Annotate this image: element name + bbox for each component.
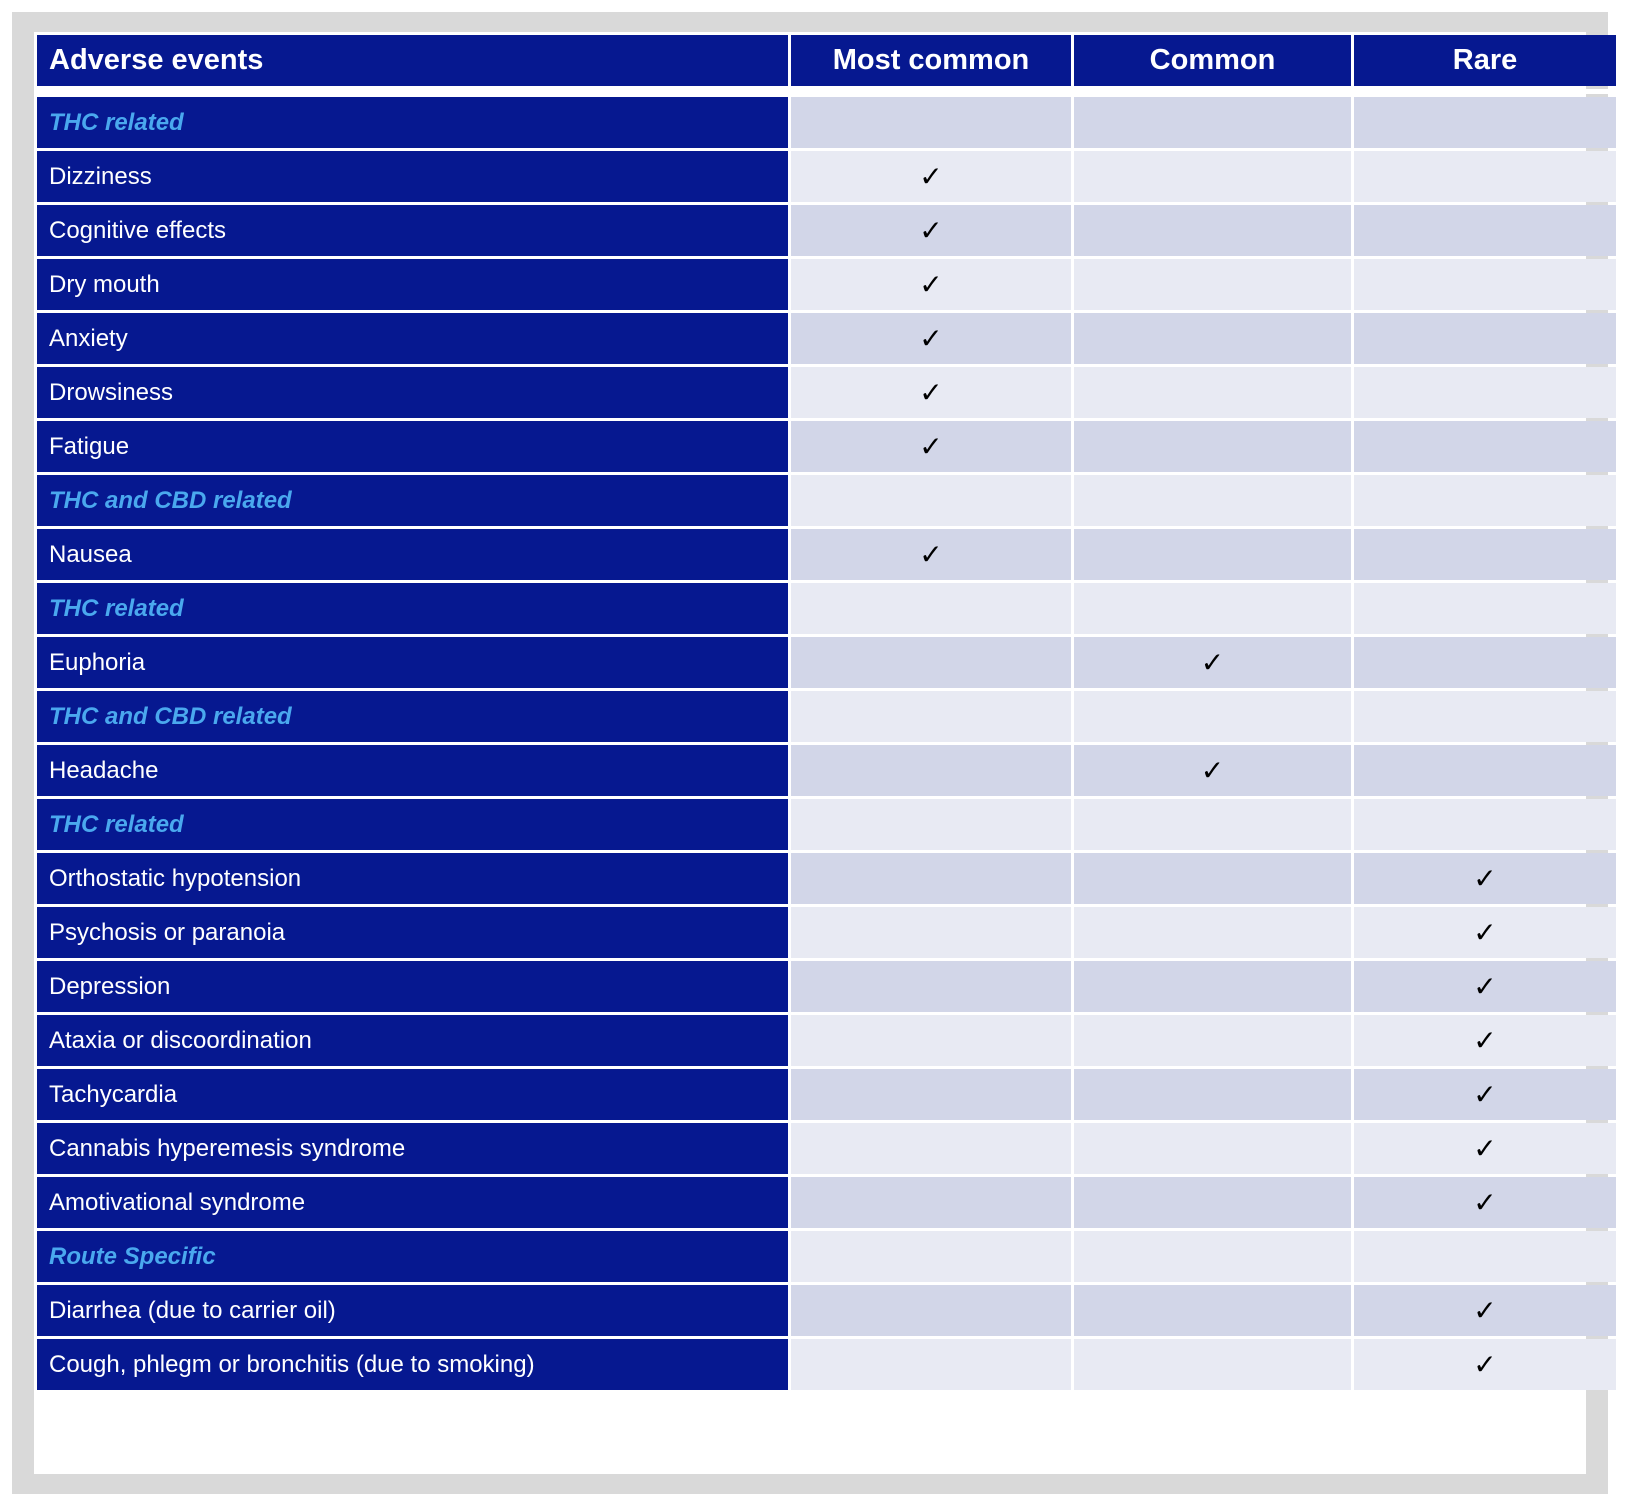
cell-common (1074, 475, 1351, 526)
table-row (37, 1015, 1616, 1066)
event-label: Headache (37, 745, 788, 796)
header-common: Common (1074, 35, 1351, 86)
cell-rare (1354, 691, 1616, 742)
cell-common (1074, 367, 1351, 418)
event-label: Fatigue (37, 421, 788, 472)
cell-common (1074, 799, 1351, 850)
cell-rare (1354, 637, 1616, 688)
event-label: Psychosis or paranoia (37, 907, 788, 958)
category-row (37, 583, 1616, 634)
cell-rare (1354, 313, 1616, 364)
event-label: Tachycardia (37, 1069, 788, 1120)
cell-most-common (791, 313, 1071, 364)
event-label: Orthostatic hypotension (37, 853, 788, 904)
cell-rare (1354, 529, 1616, 580)
cell-most-common (791, 907, 1071, 958)
table-row (37, 1177, 1616, 1228)
check-icon: ✓ (919, 376, 943, 409)
table-row (37, 367, 1616, 418)
category-label: Route Specific (37, 1231, 788, 1282)
category-row (37, 799, 1616, 850)
cell-common (1074, 151, 1351, 202)
cell-common (1074, 529, 1351, 580)
cell-most-common (791, 367, 1071, 418)
cell-rare (1354, 367, 1616, 418)
cell-rare (1354, 475, 1616, 526)
table-row (37, 205, 1616, 256)
table-row (37, 745, 1616, 796)
event-label: Depression (37, 961, 788, 1012)
cell-most-common (791, 475, 1071, 526)
cell-common (1074, 259, 1351, 310)
category-label: THC and CBD related (37, 691, 788, 742)
table-row (37, 259, 1616, 310)
cell-common (1074, 97, 1351, 148)
cell-rare (1354, 1285, 1616, 1336)
cell-most-common (791, 1231, 1071, 1282)
table-row (37, 529, 1616, 580)
check-icon: ✓ (1473, 862, 1497, 895)
cell-rare (1354, 205, 1616, 256)
adverse-events-table (34, 32, 1619, 1393)
category-label: THC and CBD related (37, 475, 788, 526)
check-icon: ✓ (1473, 916, 1497, 949)
cell-common (1074, 1015, 1351, 1066)
cell-most-common (791, 691, 1071, 742)
check-icon: ✓ (919, 214, 943, 247)
table-row (37, 907, 1616, 958)
check-icon: ✓ (919, 160, 943, 193)
header-most-common: Most common (791, 35, 1071, 86)
cell-most-common (791, 961, 1071, 1012)
table-frame (12, 12, 1608, 1494)
check-icon: ✓ (1473, 1078, 1497, 1111)
cell-most-common (791, 1015, 1071, 1066)
cell-common (1074, 205, 1351, 256)
cell-common (1074, 313, 1351, 364)
table-row (37, 637, 1616, 688)
cell-rare (1354, 853, 1616, 904)
cell-most-common (791, 853, 1071, 904)
event-label: Ataxia or discoordination (37, 1015, 788, 1066)
check-icon: ✓ (919, 430, 943, 463)
table-container (34, 32, 1586, 1474)
event-label: Anxiety (37, 313, 788, 364)
cell-common (1074, 853, 1351, 904)
table-row (37, 313, 1616, 364)
cell-most-common (791, 97, 1071, 148)
category-label: THC related (37, 97, 788, 148)
check-icon: ✓ (919, 268, 943, 301)
cell-rare (1354, 745, 1616, 796)
cell-rare (1354, 1177, 1616, 1228)
check-icon: ✓ (919, 538, 943, 571)
cell-common (1074, 1177, 1351, 1228)
cell-rare (1354, 421, 1616, 472)
event-label: Cognitive effects (37, 205, 788, 256)
cell-common (1074, 421, 1351, 472)
check-icon: ✓ (1473, 1024, 1497, 1057)
cell-rare (1354, 1339, 1616, 1390)
header-row (37, 35, 1616, 86)
header-rare: Rare (1354, 35, 1616, 86)
cell-common (1074, 1285, 1351, 1336)
category-label: THC related (37, 583, 788, 634)
event-label: Nausea (37, 529, 788, 580)
cell-most-common (791, 529, 1071, 580)
table-row (37, 1339, 1616, 1390)
cell-common (1074, 745, 1351, 796)
cell-common (1074, 583, 1351, 634)
check-icon: ✓ (1473, 1348, 1497, 1381)
category-row (37, 1231, 1616, 1282)
cell-rare (1354, 1123, 1616, 1174)
cell-common (1074, 961, 1351, 1012)
table-row (37, 1285, 1616, 1336)
cell-rare (1354, 583, 1616, 634)
cell-rare (1354, 1231, 1616, 1282)
cell-common (1074, 1069, 1351, 1120)
table-row (37, 853, 1616, 904)
category-row (37, 691, 1616, 742)
cell-most-common (791, 1285, 1071, 1336)
check-icon: ✓ (1473, 1132, 1497, 1165)
cell-most-common (791, 1177, 1071, 1228)
header-adverse-events: Adverse events (37, 35, 788, 86)
event-label: Cannabis hyperemesis syndrome (37, 1123, 788, 1174)
table-row (37, 1123, 1616, 1174)
event-label: Diarrhea (due to carrier oil) (37, 1285, 788, 1336)
cell-rare (1354, 1015, 1616, 1066)
event-label: Euphoria (37, 637, 788, 688)
cell-common (1074, 1123, 1351, 1174)
cell-rare (1354, 97, 1616, 148)
cell-rare (1354, 961, 1616, 1012)
check-icon: ✓ (1473, 1294, 1497, 1327)
cell-most-common (791, 799, 1071, 850)
cell-rare (1354, 259, 1616, 310)
cell-common (1074, 907, 1351, 958)
cell-most-common (791, 421, 1071, 472)
cell-most-common (791, 1069, 1071, 1120)
event-label: Dizziness (37, 151, 788, 202)
check-icon: ✓ (1200, 754, 1225, 787)
category-row (37, 97, 1616, 148)
cell-most-common (791, 745, 1071, 796)
table-row (37, 421, 1616, 472)
cell-most-common (791, 1339, 1071, 1390)
cell-common (1074, 691, 1351, 742)
check-icon: ✓ (1473, 970, 1497, 1003)
header-spacer (37, 89, 1616, 94)
event-label: Drowsiness (37, 367, 788, 418)
cell-rare (1354, 1069, 1616, 1120)
cell-most-common (791, 259, 1071, 310)
check-icon: ✓ (919, 322, 943, 355)
cell-rare (1354, 907, 1616, 958)
cell-most-common (791, 205, 1071, 256)
cell-rare (1354, 799, 1616, 850)
cell-most-common (791, 583, 1071, 634)
category-row (37, 475, 1616, 526)
cell-most-common (791, 1123, 1071, 1174)
cell-common (1074, 1231, 1351, 1282)
cell-most-common (791, 151, 1071, 202)
cell-common (1074, 637, 1351, 688)
event-label: Amotivational syndrome (37, 1177, 788, 1228)
table-row (37, 151, 1616, 202)
event-label: Dry mouth (37, 259, 788, 310)
table-row (37, 961, 1616, 1012)
check-icon: ✓ (1473, 1186, 1497, 1219)
cell-most-common (791, 637, 1071, 688)
cell-rare (1354, 151, 1616, 202)
check-icon: ✓ (1200, 646, 1225, 679)
event-label: Cough, phlegm or bronchitis (due to smoking) (37, 1339, 788, 1390)
table-row (37, 1069, 1616, 1120)
category-label: THC related (37, 799, 788, 850)
table-body (37, 97, 1616, 1390)
cell-common (1074, 1339, 1351, 1390)
